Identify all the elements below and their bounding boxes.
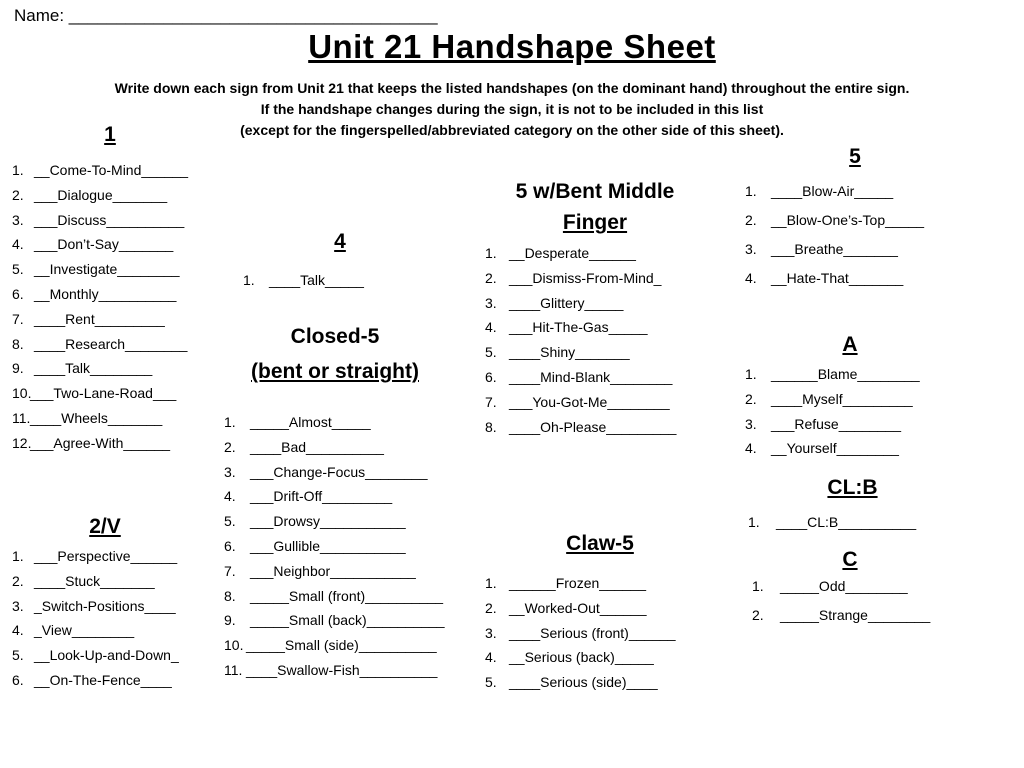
heading-1: 1 xyxy=(104,123,116,146)
item-text: _Switch-Positions____ xyxy=(34,597,176,614)
list-item[interactable] xyxy=(224,637,437,653)
heading-5-bent-sub: Finger xyxy=(562,211,628,234)
item-number: 1. xyxy=(748,514,760,530)
heading-clb: CL:B xyxy=(827,476,878,499)
item-number: 9. xyxy=(224,612,236,629)
item-text: ____Talk________ xyxy=(34,360,153,377)
item-number: 5. xyxy=(224,513,236,530)
item-text: ____CL:B__________ xyxy=(776,514,917,530)
item-number: 4. xyxy=(745,270,757,286)
list-item[interactable] xyxy=(745,440,899,456)
list-item[interactable] xyxy=(12,336,187,352)
heading-5: 5 xyxy=(849,145,861,168)
list-item[interactable] xyxy=(12,261,180,277)
item-text: ____Bad__________ xyxy=(250,438,384,455)
item-number: 3. xyxy=(485,294,497,311)
item-number: 5. xyxy=(12,647,24,664)
item-text: __Desperate______ xyxy=(509,245,636,261)
item-text: ___Gullible___________ xyxy=(250,538,406,554)
item-number: 10. xyxy=(12,385,32,402)
item-number: 1. xyxy=(12,162,24,178)
list-item[interactable] xyxy=(12,286,176,302)
item-number: 1. xyxy=(485,575,497,591)
item-text: ___Refuse________ xyxy=(771,415,902,432)
list-item[interactable] xyxy=(224,513,406,529)
list-item[interactable] xyxy=(12,410,162,426)
item-text: ___You-Got-Me________ xyxy=(509,393,670,410)
item-text: ___Drowsy___________ xyxy=(250,513,406,530)
list-a xyxy=(745,366,975,466)
heading-c: C xyxy=(842,548,858,571)
item-number: 1. xyxy=(224,414,236,430)
list-item[interactable] xyxy=(745,212,924,228)
heading-claw5: Claw-5 xyxy=(566,532,634,555)
list-item[interactable] xyxy=(485,600,647,616)
list-item[interactable] xyxy=(224,612,445,628)
item-text: ____Shiny_______ xyxy=(509,344,630,361)
list-item[interactable] xyxy=(485,295,623,311)
list-item[interactable] xyxy=(12,360,152,376)
list-clb xyxy=(748,514,978,540)
item-text: ____Talk_____ xyxy=(269,272,364,288)
list-item[interactable] xyxy=(12,162,188,178)
list-item[interactable] xyxy=(745,241,898,257)
item-number: 6. xyxy=(485,369,497,385)
item-text: ___Agree-With______ xyxy=(30,434,171,451)
item-number: 7. xyxy=(485,393,497,410)
item-text: ____Glittery_____ xyxy=(509,294,624,311)
item-text: ______Frozen______ xyxy=(509,575,647,591)
list-item[interactable] xyxy=(485,394,670,410)
list-item[interactable] xyxy=(752,578,908,594)
item-text: _____Odd________ xyxy=(780,578,908,594)
page-title: Unit 21 Handshape Sheet xyxy=(308,28,716,65)
item-text: ____Myself_________ xyxy=(771,390,913,407)
list-item[interactable] xyxy=(748,514,916,530)
item-text: ______Blame________ xyxy=(771,366,920,382)
list-claw5 xyxy=(485,575,715,715)
item-number: 1. xyxy=(745,183,757,199)
list-c xyxy=(752,578,982,638)
list-item[interactable] xyxy=(485,575,646,591)
list-item[interactable] xyxy=(485,369,672,385)
item-text: ____Stuck_______ xyxy=(34,572,155,589)
item-text: _____Strange________ xyxy=(780,607,931,623)
item-number: 4. xyxy=(485,319,497,336)
item-number: 2. xyxy=(485,599,497,616)
item-text: ___Dialogue_______ xyxy=(34,186,168,203)
item-number: 6. xyxy=(12,672,24,688)
item-text: _____Almost_____ xyxy=(250,414,371,430)
item-number: 12. xyxy=(12,434,32,451)
list-item[interactable] xyxy=(12,622,134,638)
item-text: ____Serious (side)____ xyxy=(509,674,658,691)
item-number: 3. xyxy=(745,241,757,257)
item-text: ___Don’t-Say_______ xyxy=(34,236,174,253)
list-item[interactable] xyxy=(243,272,364,288)
item-text: ___Neighbor___________ xyxy=(250,562,416,579)
item-text: ____Oh-Please_________ xyxy=(509,418,677,435)
item-number: 8. xyxy=(485,418,497,435)
list-item[interactable] xyxy=(12,598,176,614)
instruction-line-3: (except for the fingerspelled/abbreviated category on the other side of this sheet). xyxy=(240,122,784,138)
list-item[interactable] xyxy=(224,588,443,604)
item-text: ___Drift-Off_________ xyxy=(250,488,393,505)
instruction-line-1: Write down each sign from Unit 21 that keeps the listed handshapes (on the dominant hand) throughout the entire sign. xyxy=(114,80,910,96)
item-text: ____Rent_________ xyxy=(34,310,165,327)
list-item[interactable] xyxy=(485,245,636,261)
list-item[interactable] xyxy=(12,672,172,688)
item-text: ____Blow-Air_____ xyxy=(771,183,894,199)
list-item[interactable] xyxy=(12,311,165,327)
list-item[interactable] xyxy=(485,649,654,665)
list-item[interactable] xyxy=(485,674,658,690)
item-number: 3. xyxy=(224,463,236,480)
list-item[interactable] xyxy=(224,538,406,554)
item-text: ____Serious (front)______ xyxy=(509,624,676,641)
item-text: ___Discuss__________ xyxy=(34,211,185,228)
item-number: 4. xyxy=(12,622,24,639)
list-item[interactable] xyxy=(224,439,384,455)
item-number: 1. xyxy=(752,578,764,594)
item-text: _____Small (front)__________ xyxy=(250,587,444,604)
heading-a: A xyxy=(842,333,858,356)
item-number: 9. xyxy=(12,360,24,377)
list-item[interactable] xyxy=(12,236,173,252)
item-text: __Serious (back)_____ xyxy=(509,649,654,666)
list-item[interactable] xyxy=(745,391,913,407)
list-item[interactable] xyxy=(745,270,903,286)
item-text: ____Research________ xyxy=(34,335,188,352)
item-number: 5. xyxy=(485,344,497,361)
list-item[interactable] xyxy=(224,464,427,480)
item-number: 2. xyxy=(752,607,764,623)
instruction-line-2: If the handshape changes during the sign, it is not to be included in this list xyxy=(260,101,764,117)
item-number: 5. xyxy=(485,674,497,691)
item-text: __Monthly__________ xyxy=(34,286,177,302)
item-number: 3. xyxy=(12,211,24,228)
item-number: 2. xyxy=(745,212,757,228)
item-number: 2. xyxy=(224,438,236,455)
list-item[interactable] xyxy=(224,414,371,430)
item-number: 2. xyxy=(745,390,757,407)
list-item[interactable] xyxy=(485,419,676,435)
heading-closed5-sub: (bent or straight) xyxy=(251,360,419,383)
item-text: ____Mind-Blank________ xyxy=(509,369,673,385)
item-number: 4. xyxy=(12,236,24,253)
list-item[interactable] xyxy=(745,416,901,432)
heading-2v: 2/V xyxy=(89,515,121,538)
item-text: ___Breathe_______ xyxy=(771,241,898,257)
list-item[interactable] xyxy=(224,662,437,678)
heading-5-bent: 5 w/Bent Middle xyxy=(515,180,675,203)
item-text: _____Small (side)__________ xyxy=(246,637,437,654)
list-item[interactable] xyxy=(12,212,184,228)
list-item[interactable] xyxy=(12,435,170,451)
item-text: ___Change-Focus________ xyxy=(250,463,428,480)
item-number: 10. xyxy=(224,637,244,654)
item-number: 1. xyxy=(12,548,24,564)
list-item[interactable] xyxy=(485,344,630,360)
item-number: 2. xyxy=(485,269,497,286)
item-number: 7. xyxy=(12,310,24,327)
item-text: ___Two-Lane-Road___ xyxy=(30,385,177,402)
item-number: 1. xyxy=(485,245,497,261)
item-number: 2. xyxy=(12,572,24,589)
item-number: 6. xyxy=(12,286,24,302)
list-item[interactable] xyxy=(485,270,661,286)
item-text: __Investigate________ xyxy=(34,261,180,278)
list-1 xyxy=(12,162,222,462)
heading-4: 4 xyxy=(334,230,346,253)
item-number: 4. xyxy=(485,649,497,666)
list-item[interactable] xyxy=(485,625,676,641)
item-number: 1. xyxy=(243,272,255,288)
list-item[interactable] xyxy=(752,607,930,623)
item-number: 4. xyxy=(224,488,236,505)
item-text: __Blow-One’s-Top_____ xyxy=(771,212,925,228)
item-number: 3. xyxy=(12,597,24,614)
list-2v xyxy=(12,548,222,708)
list-item[interactable] xyxy=(224,563,416,579)
list-5-bent xyxy=(485,245,715,455)
item-number: 4. xyxy=(745,440,757,457)
list-item[interactable] xyxy=(12,548,177,564)
list-item[interactable] xyxy=(12,385,176,401)
item-text: ___Dismiss-From-Mind_ xyxy=(509,269,662,286)
item-text: __Come-To-Mind______ xyxy=(34,162,189,178)
name-field[interactable]: Name: _______________________________________ xyxy=(14,6,438,25)
item-text: ____Swallow-Fish__________ xyxy=(246,662,438,678)
item-text: ___Hit-The-Gas_____ xyxy=(509,319,648,336)
item-text: _____Small (back)__________ xyxy=(250,612,445,629)
item-number: 5. xyxy=(12,261,24,278)
item-number: 3. xyxy=(485,624,497,641)
list-item[interactable] xyxy=(224,488,392,504)
list-item[interactable] xyxy=(485,319,648,335)
item-number: 11. xyxy=(224,662,243,678)
heading-closed5: Closed-5 xyxy=(290,325,380,348)
list-item[interactable] xyxy=(12,187,167,203)
list-5 xyxy=(745,183,975,293)
item-text: __Look-Up-and-Down_ xyxy=(34,647,179,664)
item-number: 3. xyxy=(745,415,757,432)
list-4 xyxy=(243,272,443,302)
item-number: 1. xyxy=(745,366,757,382)
item-text: __Worked-Out______ xyxy=(509,599,647,616)
item-number: 7. xyxy=(224,562,236,579)
item-text: __Hate-That_______ xyxy=(771,270,904,286)
item-number: 8. xyxy=(12,335,24,352)
item-text: __On-The-Fence____ xyxy=(34,672,172,688)
item-text: __Yourself________ xyxy=(771,440,899,457)
item-text: ____Wheels_______ xyxy=(30,410,163,426)
item-number: 11. xyxy=(12,410,31,426)
item-number: 6. xyxy=(224,538,236,554)
list-closed5 xyxy=(224,414,464,694)
item-number: 8. xyxy=(224,587,236,604)
list-item[interactable] xyxy=(12,647,179,663)
list-item[interactable] xyxy=(745,366,920,382)
list-item[interactable] xyxy=(745,183,893,199)
item-text: _View________ xyxy=(34,622,135,639)
item-text: ___Perspective______ xyxy=(34,548,178,564)
list-item[interactable] xyxy=(12,573,155,589)
item-number: 2. xyxy=(12,186,24,203)
